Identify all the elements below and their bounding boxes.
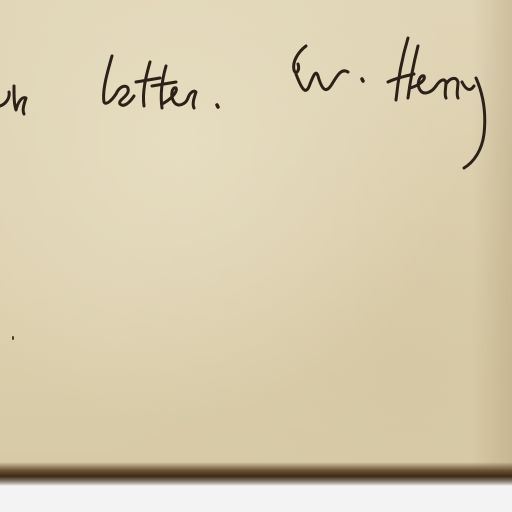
bottom-margin — [0, 486, 512, 512]
handwritten-word-a — [0, 86, 26, 114]
handwritten-line — [0, 0, 512, 200]
handwritten-word-letter — [104, 56, 218, 108]
page-edge-shadow — [0, 462, 512, 486]
handwritten-word-w — [294, 46, 363, 90]
ink-speck — [12, 336, 14, 340]
handwritten-word-henry — [388, 38, 485, 168]
